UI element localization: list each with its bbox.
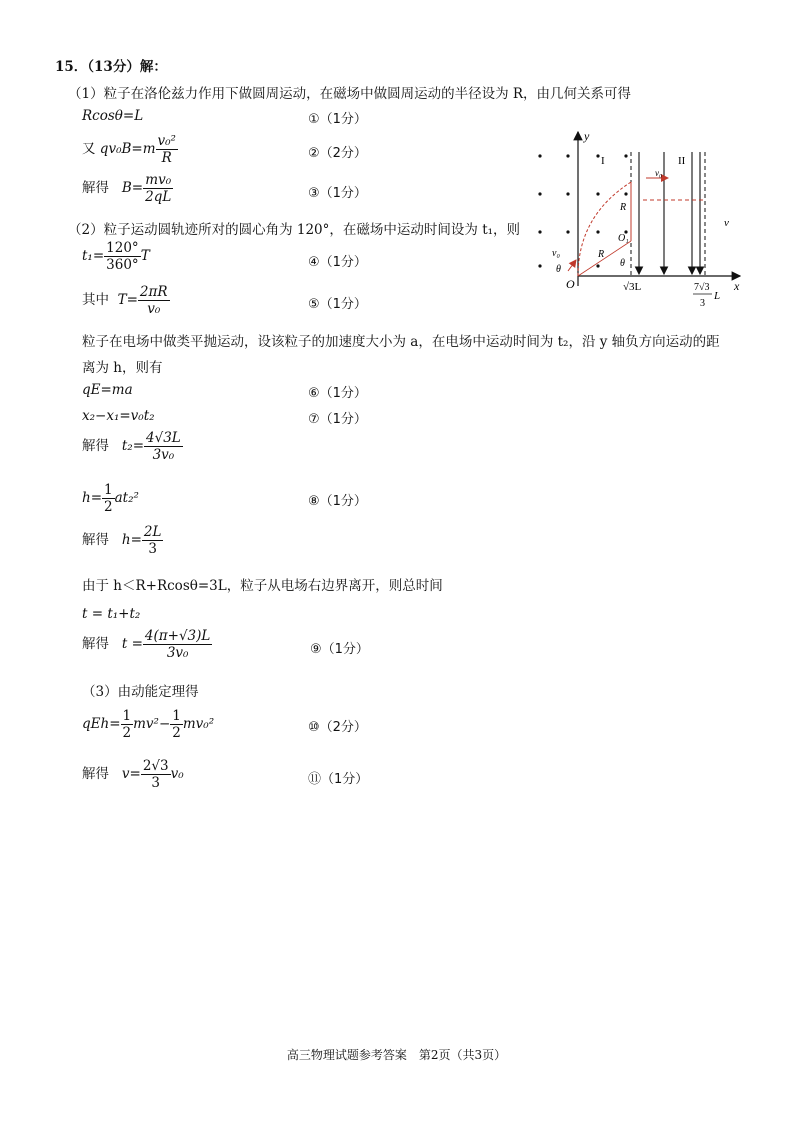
eq4-mark: ④（1分） [308, 255, 367, 270]
v0-arrow [568, 260, 576, 271]
eq2: 又 qv₀B=m $\frac{\text{v₀²}}{R}$ [82, 133, 176, 167]
part2-intro: （2）粒子运动圆轨迹所对的圆心角为 120°，在磁场中运动时间设为 t₁，则 [68, 222, 521, 238]
eq1-mark: ①（1分） [308, 112, 367, 127]
O1-label: O₁ [618, 233, 629, 244]
eq5: 其中 T= $\frac{2\pi R}{\text{v₀}}$ [82, 284, 168, 318]
tick2-num: 7√3 [694, 282, 710, 293]
eq3-mark: ③（1分） [308, 186, 367, 201]
eq3: 解得 B= $\frac{\text{mv₀}}{2qL}$ [82, 172, 172, 206]
eq4: t₁= $\frac{120^\circ}{360^\circ}$ T [82, 240, 150, 274]
page-footer: 高三物理试题参考答案 第2页（共3页） [286, 1048, 507, 1062]
v0-label: v₀ [552, 248, 560, 259]
R-label-1: R [620, 202, 627, 213]
eq10-mark: ⑩（2分） [308, 720, 367, 735]
y-axis-label: y [584, 129, 590, 143]
theta-label: θ [556, 264, 561, 275]
region1-label: I [601, 155, 605, 167]
eq7-result: 解得 t₂= $\frac{4√3L}{\text{3v₀}}$ [82, 430, 181, 464]
eq7: x₂−x₁=v₀t₂ [82, 408, 155, 424]
tick2-den: 3 [700, 298, 705, 309]
eq9-mark: ⑨（1分） [310, 642, 369, 657]
tick2-tail: L [714, 290, 721, 302]
eq8: h= $\frac{1}{2}$ at₂² [82, 482, 139, 516]
origin-label: O [566, 277, 575, 291]
para3: 由于 h＜R+Rcosθ=3L，粒子从电场右边界离开，则总时间 [82, 578, 443, 594]
eq5-mark: ⑤（1分） [308, 297, 367, 312]
eq8-mark: ⑧（1分） [308, 494, 367, 509]
part1-intro: （1）粒子在洛伦兹力作用下做圆周运动，在磁场中做圆周运动的半径设为 R，由几何关系可得 [68, 86, 632, 102]
eq9a: t = t₁+t₂ [82, 606, 141, 622]
v0-top-label: v₀ [655, 168, 663, 178]
para2: 离为 h，则有 [82, 360, 163, 376]
eq6: qE=ma [82, 382, 133, 398]
part3-intro: （3）由动能定理得 [82, 684, 199, 700]
R-label-2: R [598, 249, 605, 260]
theta2-label: θ [620, 258, 625, 269]
eq7-mark: ⑦（1分） [308, 412, 367, 427]
eq1: Rcosθ=L [82, 108, 144, 124]
para1: 粒子在电场中做类平抛运动，设该粒子的加速度大小为 a，在电场中运动时间为 t₂，沿 y 轴负方向运动的距 [82, 334, 720, 350]
region2-label: II [678, 155, 686, 167]
eq8-result: 解得 h= $\frac{2L}{3}$ [82, 524, 162, 558]
field-diagram [528, 126, 750, 316]
eq11-mark: ⑪（1分） [308, 772, 369, 787]
eq11: 解得 v= $\frac{2√3}{3}$ v₀ [82, 758, 184, 792]
eq9: 解得 t = $\frac{4(\pi+√3)L}{\text{3v₀}}$ [82, 628, 211, 662]
eq2-mark: ②（2分） [308, 146, 367, 161]
x-axis-label: x [734, 279, 740, 293]
v-label: v [724, 217, 729, 229]
eq6-mark: ⑥（1分） [308, 386, 367, 401]
question-label: 15．（13分）解： [55, 59, 167, 75]
tick1-label: √3L [623, 281, 642, 293]
eq10: qEh= $\frac{1}{2}$ mv²− $\frac{1}{2}$ mv₀² [82, 708, 215, 742]
